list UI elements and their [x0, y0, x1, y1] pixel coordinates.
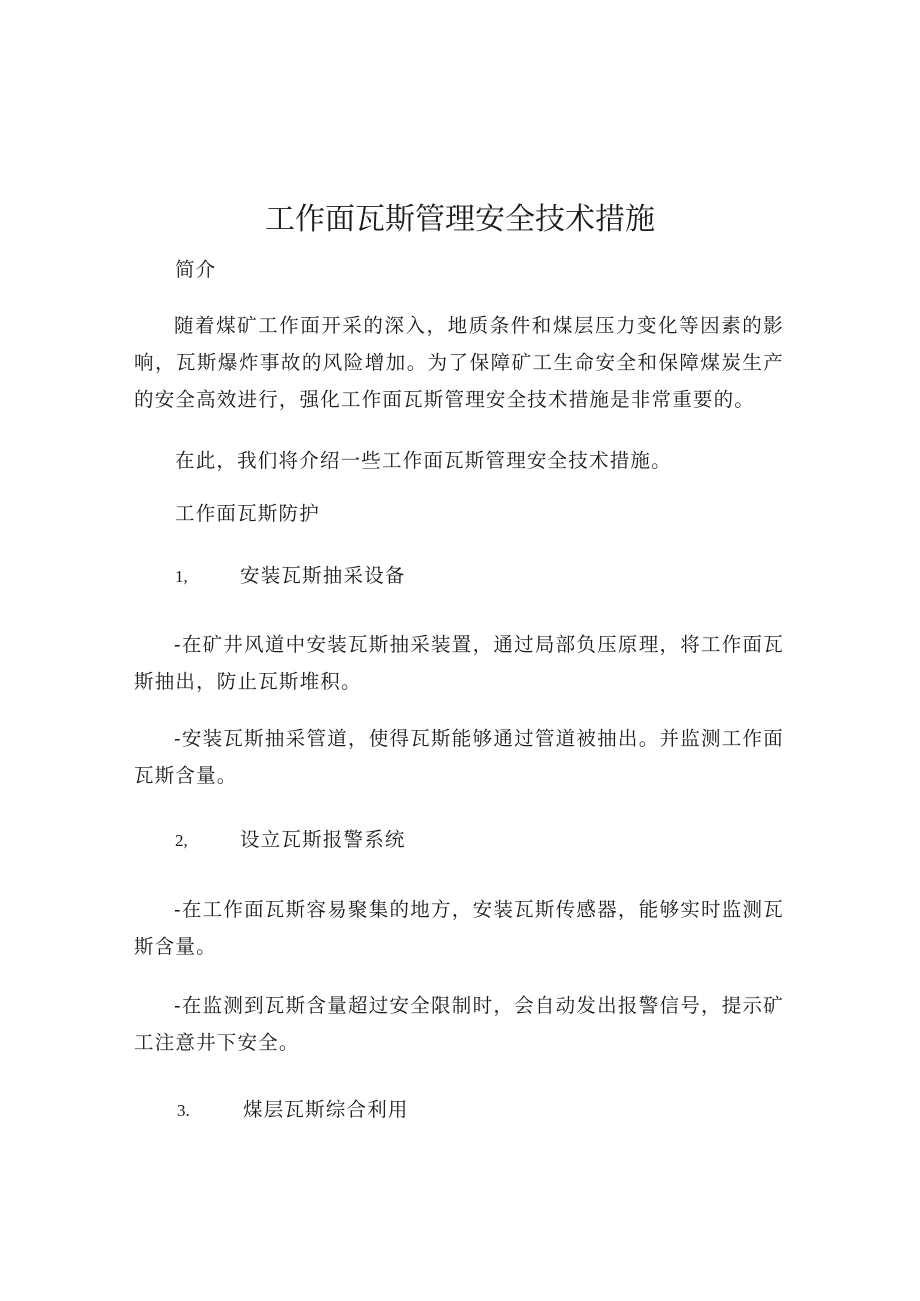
intro-heading: 简介 [175, 258, 217, 281]
item-heading: 安装瓦斯抽采设备 [240, 564, 406, 587]
item-heading: 煤层瓦斯综合利用 [243, 1098, 409, 1121]
intro-paragraph: 随着煤矿工作面开采的深入，地质条件和煤层压力变化等因素的影响，瓦斯爆炸事故的风险增加。为了保障矿工生命安全和保障煤炭生产的安全高效进行，强化工作面瓦斯管理安全技术措施是非常重要的。 [134, 314, 784, 411]
item-bullet: -在工作面瓦斯容易聚集的地方，安装瓦斯传感器，能够实时监测瓦斯含量。 [134, 898, 784, 958]
item-bullet: -在监测到瓦斯含量超过安全限制时，会自动发出报警信号，提示矿工注意井下安全。 [134, 994, 784, 1054]
item-number: 1, [175, 567, 188, 586]
item-heading: 设立瓦斯报警系统 [240, 828, 406, 851]
document-title: 工作面瓦斯管理安全技术措施 [265, 202, 655, 237]
item-number: 3. [177, 1101, 190, 1120]
intro-paragraph-2: 在此，我们将介绍一些工作面瓦斯管理安全技术措施。 [175, 449, 672, 472]
item-bullet: -安装瓦斯抽采管道，使得瓦斯能够通过管道被抽出。并监测工作面瓦斯含量。 [134, 727, 784, 787]
section-heading: 工作面瓦斯防护 [175, 502, 320, 525]
item-number: 2, [175, 831, 188, 850]
item-bullet: -在矿井风道中安装瓦斯抽采装置，通过局部负压原理，将工作面瓦斯抽出，防止瓦斯堆积。 [134, 633, 784, 693]
